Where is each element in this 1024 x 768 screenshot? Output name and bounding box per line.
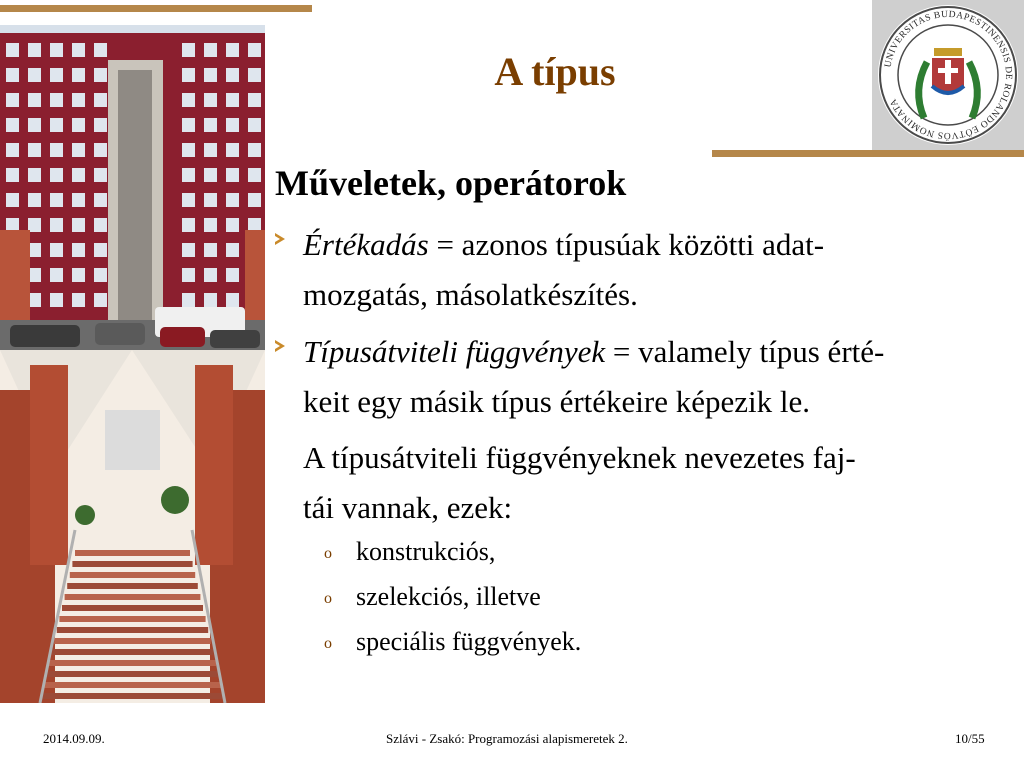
bullet-definition: = azonos típusúak közötti adat- (428, 227, 825, 262)
sub-item-text: speciális függvények. (356, 627, 582, 656)
bullet-term: Értékadás (303, 227, 429, 262)
building-facade-image (0, 25, 265, 350)
bullet-definition: = valamely típus érté- (605, 334, 885, 369)
sub-list-item (324, 627, 581, 659)
right-accent-bar (712, 150, 1024, 157)
university-seal-logo (872, 0, 1024, 150)
bullet-text (303, 220, 995, 320)
circle-bullet-icon: o (324, 635, 332, 653)
bullet-item (275, 220, 995, 320)
slide-title: A típus (494, 49, 616, 94)
seal-text: UNIVERSITAS BUDAPESTINENSIS DE ROLANDO EÖTVÖS NOMINATA (883, 9, 1014, 141)
staircase-image (0, 350, 265, 703)
arrow-bullet-icon (275, 233, 285, 245)
bullet-continuation: mozgatás, másolatkészítés. (303, 277, 638, 312)
sub-list-item (324, 537, 495, 569)
top-accent-bar (0, 5, 312, 12)
footer-page-number: 10/55 (955, 731, 985, 746)
sub-item-text: konstrukciós, (356, 537, 496, 566)
footer-course-title: Szlávi - Zsakó: Programozási alapismeretek 2. (386, 731, 628, 746)
arrow-bullet-icon (275, 340, 285, 352)
paragraph-line: tái vannak, ezek: (303, 490, 513, 525)
bullet-term: Típusátviteli függvények (303, 334, 606, 369)
circle-bullet-icon: o (324, 590, 332, 608)
bullet-text (303, 327, 995, 427)
paragraph-line: A típusátviteli függvényeknek nevezetes faj- (303, 440, 856, 475)
sub-list-item (324, 582, 541, 614)
footer-date: 2014.09.09. (43, 731, 105, 746)
bullet-item (275, 327, 995, 427)
circle-bullet-icon: o (324, 545, 332, 563)
sub-item-text: szelekciós, illetve (356, 582, 541, 611)
paragraph (303, 433, 1003, 533)
bullet-continuation: keit egy másik típus értékeire képezik le. (303, 384, 811, 419)
section-heading: Műveletek, operátorok (275, 163, 627, 203)
